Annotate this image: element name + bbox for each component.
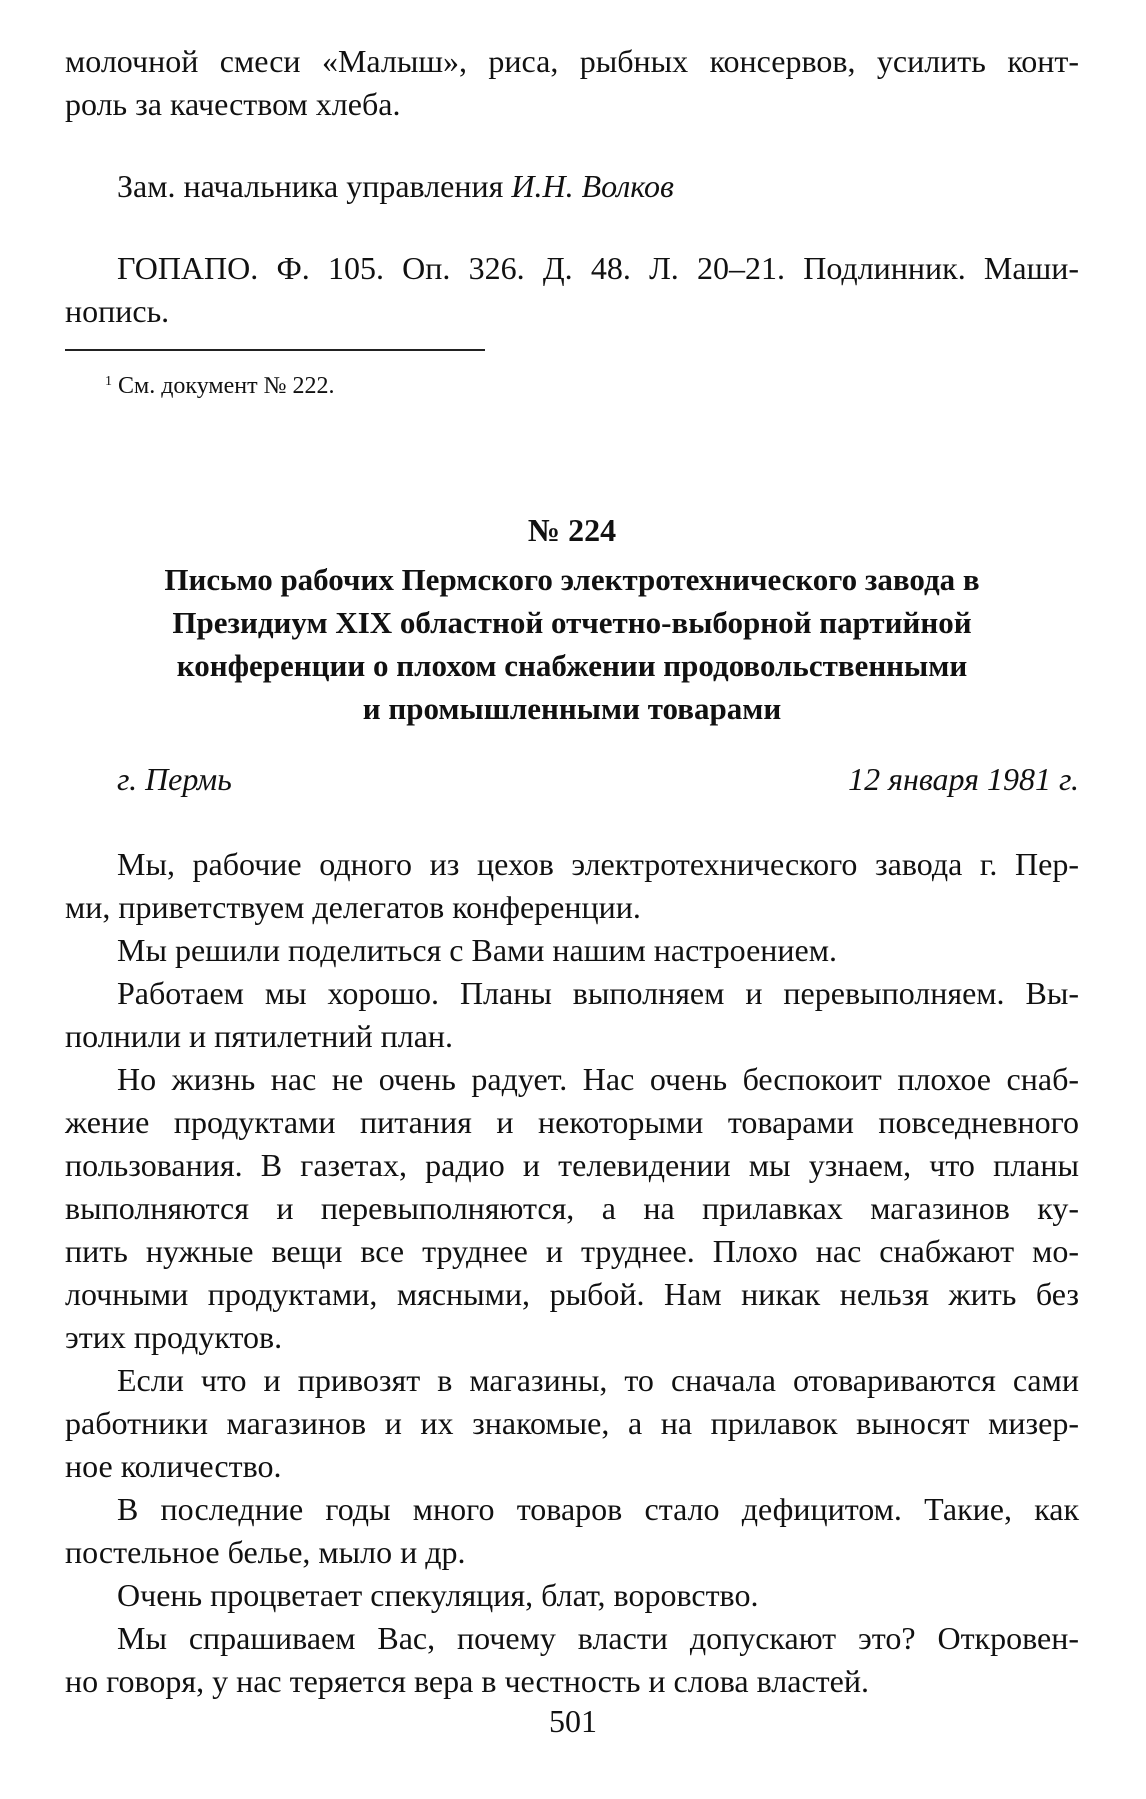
text-line: полнили и пятилетний план.: [65, 1018, 454, 1054]
footnote-mark: 1: [105, 374, 112, 389]
archive-reference: [65, 247, 1079, 333]
text-line: ное количество.: [65, 1448, 282, 1484]
footnote-divider: [65, 349, 485, 351]
document-title: [65, 558, 1079, 730]
text-line: В последние годы много товаров стало дефицитом. Такие, как: [117, 1491, 1079, 1527]
footnote: [65, 367, 1079, 401]
text-line: нопись.: [65, 293, 170, 329]
text-line: ми, приветствуем делегатов конференции.: [65, 889, 641, 925]
text-line: этих продуктов.: [65, 1319, 283, 1355]
text-line: лочными продуктами, мясными, рыбой. Нам никак нельзя жить без: [65, 1276, 1079, 1312]
body-paragraph: [65, 1058, 1079, 1359]
text-line: выполняются и перевыполняются, а на прилавках магазинов ку-: [65, 1190, 1079, 1226]
document-place: г. Пермь: [117, 761, 232, 797]
title-line: и промышленными товарами: [362, 691, 782, 726]
text-line: жение продуктами питания и некоторыми товарами повседневного: [65, 1104, 1079, 1140]
title-line: Письмо рабочих Пермского электротехнического завода в: [164, 562, 980, 597]
footnote-text: См. документ № 222.: [118, 373, 335, 399]
body-paragraph: [65, 1359, 1079, 1488]
text-line: Но жизнь нас не очень радует. Нас очень беспокоит плохое снаб-: [117, 1061, 1079, 1097]
body-paragraph: [65, 929, 1079, 972]
document-number: № 224: [527, 512, 617, 548]
document-date: 12 января 1981 г.: [848, 761, 1079, 797]
title-line: Президиум XIX областной отчетно-выборной партийной: [172, 605, 972, 640]
text-line: Работаем мы хорошо. Планы выполняем и перевыполняем. Вы-: [117, 975, 1079, 1011]
page-content: [65, 40, 1079, 1703]
continuation-paragraph: [65, 40, 1079, 126]
signature-position: Зам. начальника управления: [117, 168, 504, 204]
text-line: работники магазинов и их знакомые, а на прилавок выносят мизер-: [65, 1405, 1079, 1441]
signature-name: И.Н. Волков: [511, 168, 674, 204]
text-line: Мы спрашиваем Вас, почему власти допускают это? Откровен-: [117, 1620, 1079, 1656]
text-line: роль за качеством хлеба.: [65, 86, 401, 122]
text-line: пользования. В газетах, радио и телевидении мы узнаем, что планы: [65, 1147, 1079, 1183]
body-paragraph: [65, 843, 1079, 929]
body-paragraph: [65, 972, 1079, 1058]
text-line: молочной смеси «Малыш», риса, рыбных консервов, усилить конт-: [65, 43, 1079, 79]
page-number: 501: [549, 1703, 597, 1739]
text-line: Если что и привозят в магазины, то сначала отовариваются сами: [117, 1362, 1079, 1398]
text-line: ГОПАПО. Ф. 105. Оп. 326. Д. 48. Л. 20–21. Подлинник. Маши-: [117, 250, 1079, 286]
text-line: пить нужные вещи все труднее и труднее. Плохо нас снабжают мо-: [65, 1233, 1079, 1269]
body-paragraph: [65, 1574, 1079, 1617]
title-line: конференции о плохом снабжении продовольственными: [176, 648, 968, 683]
place-date-row: [65, 758, 1079, 801]
signature: [65, 165, 1079, 208]
text-line: но говоря, у нас теряется вера в честность и слова властей.: [65, 1663, 869, 1699]
body-paragraph: [65, 1617, 1079, 1703]
letter-body: [65, 843, 1079, 1703]
text-line: Очень процветает спекуляция, блат, воровство.: [117, 1577, 759, 1613]
text-line: Мы решили поделиться с Вами нашим настроением.: [117, 932, 837, 968]
text-line: Мы, рабочие одного из цехов электротехнического завода г. Пер-: [117, 846, 1079, 882]
body-paragraph: [65, 1488, 1079, 1574]
text-line: постельное белье, мыло и др.: [65, 1534, 466, 1570]
